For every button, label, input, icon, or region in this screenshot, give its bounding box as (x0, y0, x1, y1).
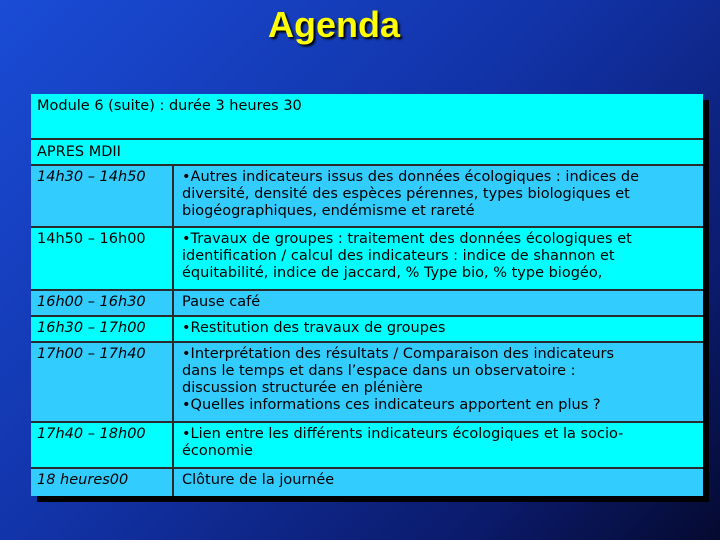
description-line: •Quelles informations ces indicateurs apportent en plus ? (182, 397, 601, 413)
description-line: économie (182, 443, 253, 459)
time-slot: 17h00 – 17h40 (37, 346, 146, 362)
agenda-row (31, 166, 703, 228)
slide-title: Agenda (267, 4, 400, 45)
agenda-table (31, 94, 703, 496)
activity-description (172, 291, 703, 315)
activity-description (172, 423, 703, 467)
activity-description (172, 228, 703, 289)
section-header-row (31, 140, 703, 166)
agenda-row (31, 469, 703, 496)
description-line: diversité, densité des espèces pérennes, types biologiques et (182, 186, 630, 202)
description-line: discussion structurée en plénière (182, 380, 423, 396)
description-line: équitabilité, indice de jaccard, % Type bio, % type biogéo, (182, 265, 603, 281)
time-slot: 14h50 – 16h00 (37, 231, 146, 247)
agenda-row (31, 317, 703, 343)
time-slot: 16h00 – 16h30 (37, 294, 146, 310)
description-line: dans le temps et dans l’espace dans un observatoire : (182, 363, 576, 379)
activity-description (172, 166, 703, 226)
description-line: biogéographiques, endémisme et rareté (182, 203, 475, 219)
activity-description (172, 469, 703, 496)
agenda-row (31, 343, 703, 423)
activity-description (172, 317, 703, 341)
time-slot: 17h40 – 18h00 (37, 426, 146, 442)
description-line: •Restitution des travaux de groupes (182, 320, 446, 336)
activity-description (172, 343, 703, 421)
time-slot: 16h30 – 17h00 (37, 320, 146, 336)
module-header-row (31, 94, 703, 140)
module-header: Module 6 (suite) : durée 3 heures 30 (37, 98, 302, 114)
description-line: •Travaux de groupes : traitement des données écologiques et (182, 231, 632, 247)
description-line: Clôture de la journée (182, 472, 335, 488)
description-line: •Interprétation des résultats / Comparaison des indicateurs (182, 346, 615, 362)
agenda-row (31, 228, 703, 291)
description-line: •Lien entre les différents indicateurs écologiques et la socio- (182, 426, 624, 442)
time-slot: 18 heures00 (37, 472, 129, 488)
description-line: Pause café (182, 294, 261, 310)
agenda-row (31, 291, 703, 317)
description-line: •Autres indicateurs issus des données écologiques : indices de (182, 169, 640, 185)
description-line: identification / calcul des indicateurs : indice de shannon et (182, 248, 615, 264)
agenda-row (31, 423, 703, 469)
section-header: APRES MDII (37, 144, 121, 160)
time-slot: 14h30 – 14h50 (37, 169, 146, 185)
